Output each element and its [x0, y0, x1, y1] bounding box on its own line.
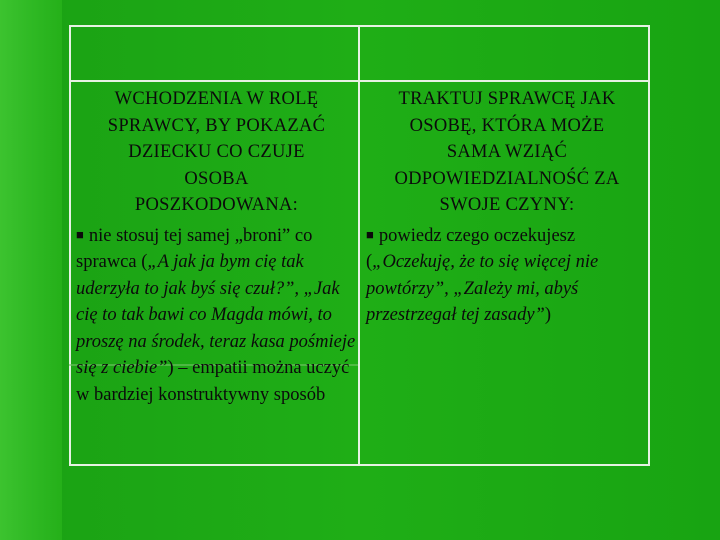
left-heading: WCHODZENIA W ROLĘ SPRAWCY, BY POKAZAĆ DZIECKU CO CZUJE OSOBA POSZKODOWANA:	[107, 89, 326, 215]
table-cell-left	[76, 86, 357, 408]
left-body-text-2: ) – empatii można uczyć w bardziej konstruktywny sposób	[76, 358, 350, 405]
right-body-text-1: powiedz czego oczekujesz (	[366, 225, 576, 272]
left-body	[76, 222, 357, 409]
left-body-italic: „A jak ja bym cię tak uderzyła to jak byś się czuł?”, „Jak cię to tak bawi co Magda mówi, to proszę na środek, teraz kasa pośmieje się z ciebie”	[76, 252, 356, 378]
right-heading: TRAKTUJ SPRAWCĘ JAK OSOBĘ, KTÓRA MOŻE SAMA WZIĄĆ ODPOWIEDZIALNOŚĆ ZA SWOJE CZYNY:	[394, 89, 620, 215]
right-body	[366, 222, 648, 329]
decorative-side-stripe	[0, 0, 62, 540]
right-body-italic: „Oczekuję, że to się więcej nie powtórzy”, „Zależy mi, abyś przestrzegał tej zasady”	[366, 252, 599, 325]
table-column-divider	[358, 25, 360, 466]
right-body-text-2: )	[544, 305, 552, 325]
left-body-text-1: nie stosuj tej samej „broni” co sprawca (	[76, 225, 313, 272]
square-bullet-icon: ■	[76, 226, 84, 242]
table-cell-right	[366, 86, 648, 329]
table-header-divider	[69, 80, 650, 82]
square-bullet-icon: ■	[366, 226, 374, 242]
